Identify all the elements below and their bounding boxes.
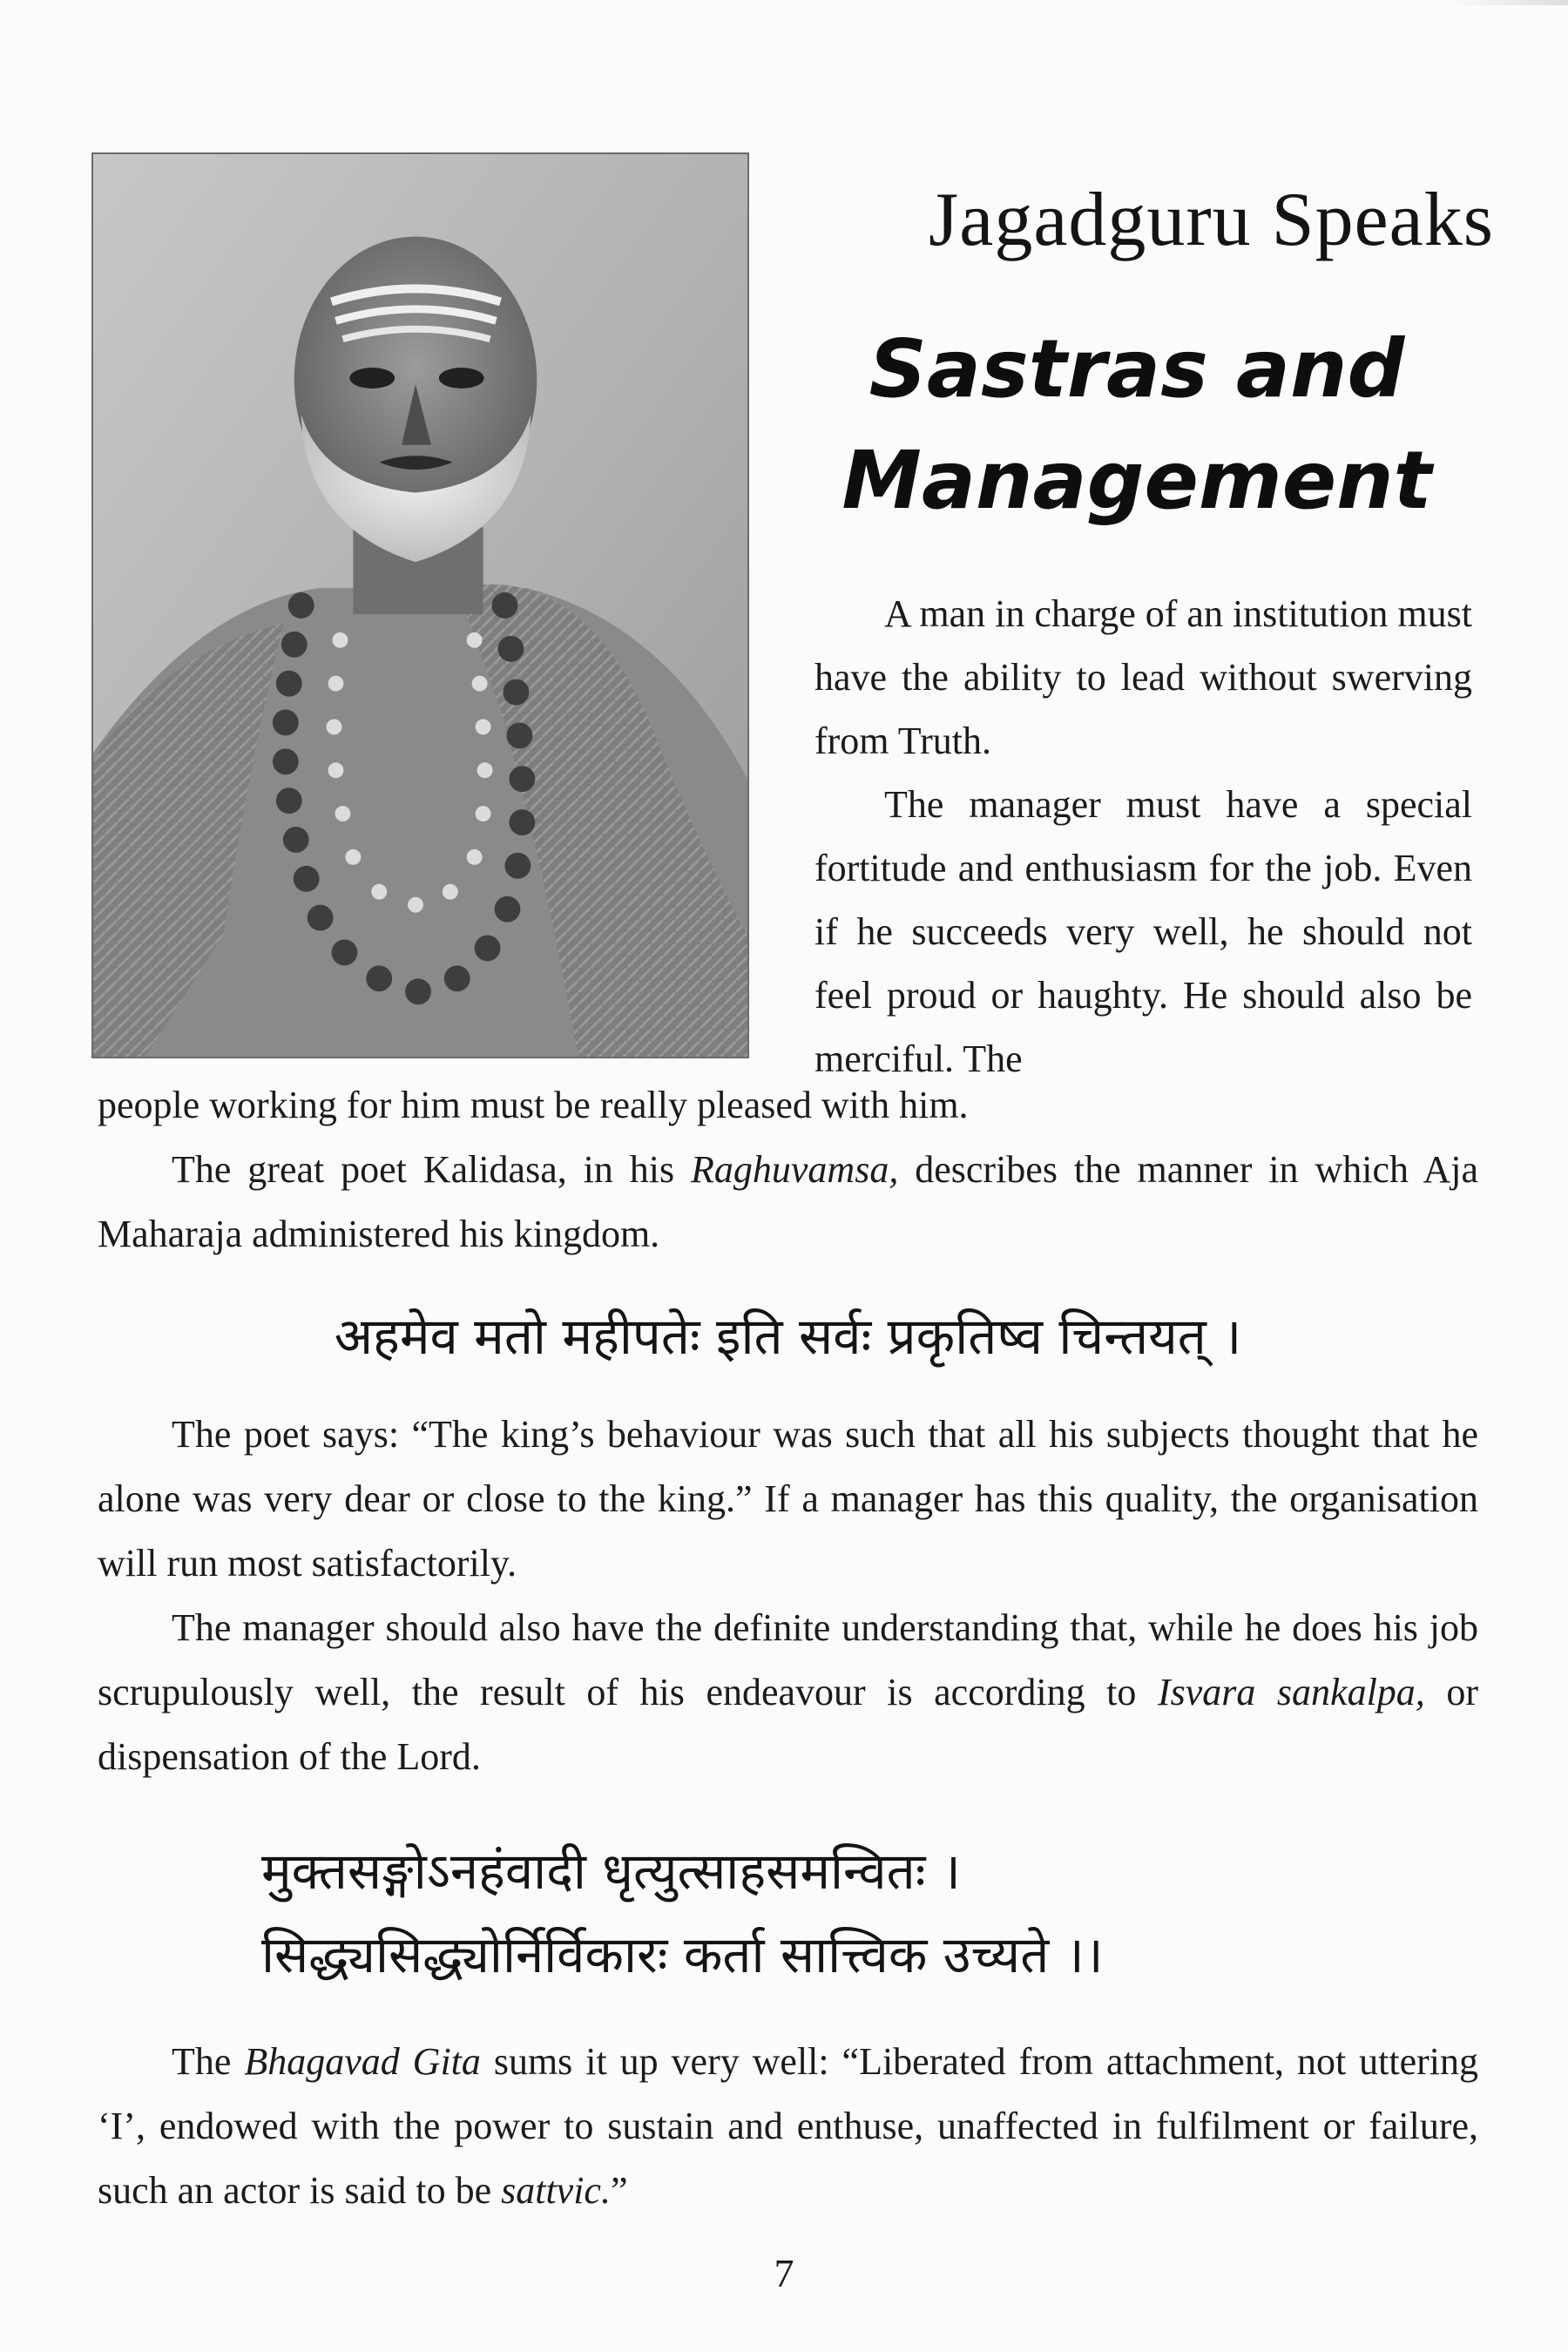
paragraph-3-text-a: The great poet Kalidasa, in his	[172, 1148, 692, 1191]
paragraph-6-text-a: The	[172, 2040, 245, 2083]
page-number: 7	[774, 2251, 794, 2295]
body-text-3	[98, 2030, 1478, 2223]
side-column-text	[814, 582, 1472, 1091]
paragraph-5	[98, 1596, 1478, 1789]
paragraph-6	[98, 2030, 1478, 2223]
paragraph-3	[98, 1138, 1478, 1267]
bhagavad-gita-italic: Bhagavad Gita	[244, 2040, 481, 2083]
portrait-photo	[91, 152, 749, 1058]
title-line-1: Sastras and	[868, 322, 1405, 416]
body-text-2	[98, 1402, 1478, 1789]
paragraph-4: The poet says: “The king’s behaviour was such that all his subjects thought that he alone was very dear or close to the king.” If a manager has this quality, the organisation will run most satisfactorily.	[98, 1413, 1478, 1585]
sanskrit-verse-2-line-2: सिद्ध्यसिद्ध्योर्निर्विकारः कर्ता सात्त्विक उच्यते ।।	[261, 1925, 1104, 1984]
paragraph-6-text-b: sums it up very well: “Liberated from attachment, not uttering ‘I’, endowed with the power to sustain and enthuse, unaffected in fulfilment or failure, such an actor is said to be	[98, 2040, 1478, 2212]
sanskrit-verse-1: अहमेव मतो महीपतेः इति सर्वः प्रकृतिष्व चिन्तयत् ।	[334, 1307, 1242, 1366]
isvara-sankalpa-italic: Isvara sankalpa,	[1157, 1671, 1425, 1713]
paragraph-5-text-a: The manager should also have the definite understanding that, while he does his job scrupulously well, the result of his endeavour is according to	[98, 1606, 1478, 1713]
title-line-2: Management	[841, 434, 1432, 527]
paragraph-3-text-b: describes the manner in which Aja Maharaja administered his kingdom.	[98, 1148, 1478, 1255]
sattvic-italic: sattvic.	[501, 2169, 611, 2212]
body-text-1	[98, 1073, 1478, 1267]
paragraph-2-continued: people working for him must be really pleased with him.	[98, 1084, 969, 1126]
paragraph-1: A man in charge of an institution must have the ability to lead without swerving from Truth.	[814, 592, 1472, 762]
page-edge-shadow	[1446, 0, 1568, 5]
raghuvamsa-italic: Raghuvamsa,	[691, 1148, 899, 1191]
paragraph-5-text-b: or dispensation of the Lord.	[98, 1671, 1478, 1778]
portrait-image	[93, 154, 747, 1057]
paragraph-6-text-c: ”	[610, 2169, 628, 2212]
section-kicker: Jagadguru Speaks	[929, 178, 1494, 262]
article-title	[806, 314, 1468, 537]
sanskrit-verse-2-line-1: मुक्तसङ्गोऽनहंवादी धृत्युत्साहसमन्वितः ।	[261, 1842, 961, 1901]
paragraph-2: The manager must have a special fortitude and enthusiasm for the job. Even if he succeeds very well, he should not feel proud or haughty. He should also be merciful. The	[814, 783, 1472, 1080]
